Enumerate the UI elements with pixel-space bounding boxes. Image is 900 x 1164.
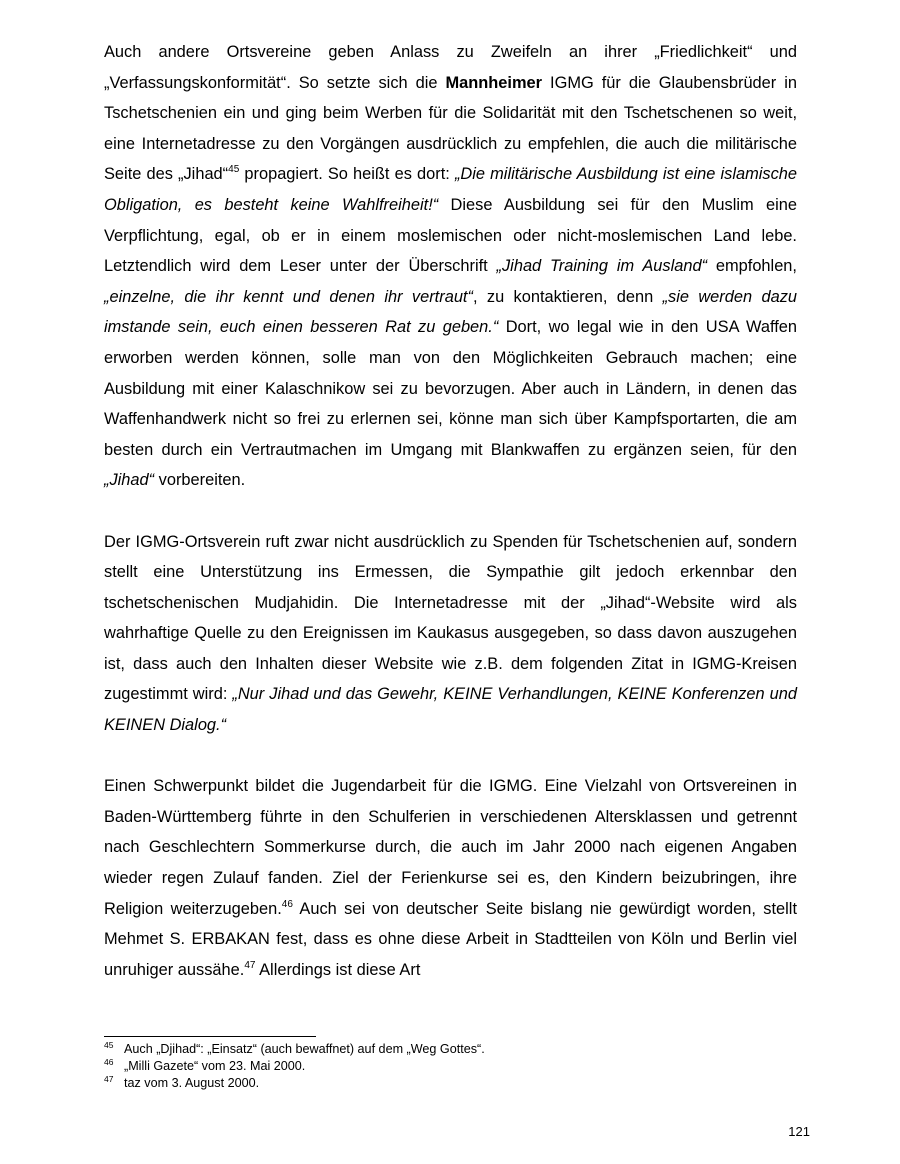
body-text: Diese Ausbildung sei für den Muslim eine Verpflichtung, egal, ob er in einem moslemischen oder nicht-moslemischen Land lebe. Letztendlich wird dem Leser unter der Überschrift bbox=[104, 195, 797, 276]
footnote-46: $^{46}$ „Milli Gazete“ vom 23. Mai 2000. bbox=[104, 1057, 306, 1073]
body-text: Allerdings ist diese Art bbox=[255, 960, 421, 979]
body-text: Dort, wo legal wie in den USA Waffen erworben werden können, solle man von den Möglichkeiten Gebrauch machen; eine Ausbildung mit einer Kalaschnikow sei zu bevorzugen. Aber auch in Ländern, in denen das Waffenhandwerk nicht so frei zu erlernen sei, könne man sich über Kampfsportarten, die am besten durch ein Vertrautmachen im Umgang mit Blankwaffen zu ergänzen seien, für den bbox=[104, 318, 798, 459]
footnote-reference: 45 bbox=[228, 164, 240, 176]
paragraph-2 bbox=[104, 527, 797, 741]
quoted-italic-text: „Jihad“ bbox=[104, 471, 155, 490]
footnote-text: „Milli Gazete“ vom 23. Mai 2000. bbox=[124, 1059, 306, 1073]
footnote-reference: 47 bbox=[244, 959, 256, 971]
footnote-45: $^{45}$ Auch „Djihad“: „Einsatz“ (auch bewaffnet) auf dem „Weg Gottes“. bbox=[104, 1040, 485, 1056]
body-text: Der IGMG-Ortsverein ruft zwar nicht ausdrücklich zu Spenden für Tschetschenien auf, sondern stellt eine Unterstützung ins Ermessen, die Sympathie gilt jedoch erkennbar den tschetschenischen Mudjahidin. Die Internetadresse mit der „Jihad“-Website wird als wahrhaftige Quelle zu den Ereignissen im Kaukasus ausgegeben, so dass davon auszugehen ist, dass auch den Inhalten dieser Website wie z.B. dem folgenden Zitat in IGMG-Kreisen zugestimmt wird: bbox=[104, 532, 797, 704]
paragraph-1 bbox=[104, 37, 797, 496]
body-text: , zu kontaktieren, denn bbox=[472, 287, 663, 306]
quoted-italic-text: „Nur Jihad und das Gewehr, KEINE Verhandlungen, KEINE Konferenzen und KEINEN Dialog.“ bbox=[104, 685, 797, 735]
body-text: propagiert. So heißt es dort: bbox=[239, 165, 455, 184]
document-body bbox=[104, 37, 797, 985]
body-text: Auch sei von deutscher Seite bislang nie gewürdigt worden, stellt Mehmet S. ERBAKAN fest, dass es ohne diese Arbeit in Stadtteilen von Köln und Berlin viel unruhiger aussähe. bbox=[104, 899, 797, 979]
body-text: IGMG für die Glaubensbrüder in Tschetschenien ein und ging beim Werben für die Solidarität mit den Tschetschenen so weit, eine Internetadresse zu den Vorgängen ausdrücklich zu empfehlen, die auch die militärische Seite des „Jihad“ bbox=[104, 73, 797, 184]
bold-text: Mannheimer bbox=[445, 73, 543, 92]
quoted-italic-text: „Die militärische Ausbildung ist eine islamische Obligation, es besteht keine Wahlfreiheit!“ bbox=[104, 165, 797, 214]
paragraph-3 bbox=[104, 771, 797, 985]
body-text: vorbereiten. bbox=[154, 471, 246, 490]
footnotes bbox=[104, 1036, 797, 1092]
page-number: 121 bbox=[788, 1124, 810, 1139]
body-text: empfohlen, bbox=[707, 257, 797, 276]
quoted-italic-text: „einzelne, die ihr kennt und denen ihr vertraut“ bbox=[104, 287, 473, 306]
body-text: Auch andere Ortsvereine geben Anlass zu Zweifeln an ihrer „Friedlichkeit“ und „Verfassungskonformität“. So setzte sich die bbox=[104, 43, 797, 92]
footnote-47: $^{47}$ taz vom 3. August 2000. bbox=[104, 1074, 260, 1090]
quoted-italic-text: „sie werden dazu imstande sein, euch einen besseren Rat zu geben.“ bbox=[104, 287, 798, 337]
footnote-reference: 46 bbox=[281, 898, 293, 910]
footnote-text: taz vom 3. August 2000. bbox=[124, 1076, 260, 1090]
quoted-italic-text: „Jihad Training im Ausland“ bbox=[496, 257, 708, 276]
footnote-separator bbox=[104, 1036, 316, 1037]
body-text: Einen Schwerpunkt bildet die Jugendarbeit für die IGMG. Eine Vielzahl von Ortsvereinen in Baden-Württemberg führte in den Schulferien in verschiedenen Altersklassen und getrennt nach Geschlechtern Sommerkurse durch, die auch im Jahr 2000 nach eigenen Angaben wieder regen Zulauf fanden. Ziel der Ferienkurse sei es, den Kindern beizubringen, ihre Religion weiterzugeben. bbox=[104, 777, 797, 918]
footnote-text: Auch „Djihad“: „Einsatz“ (auch bewaffnet) auf dem „Weg Gottes“. bbox=[124, 1042, 485, 1056]
